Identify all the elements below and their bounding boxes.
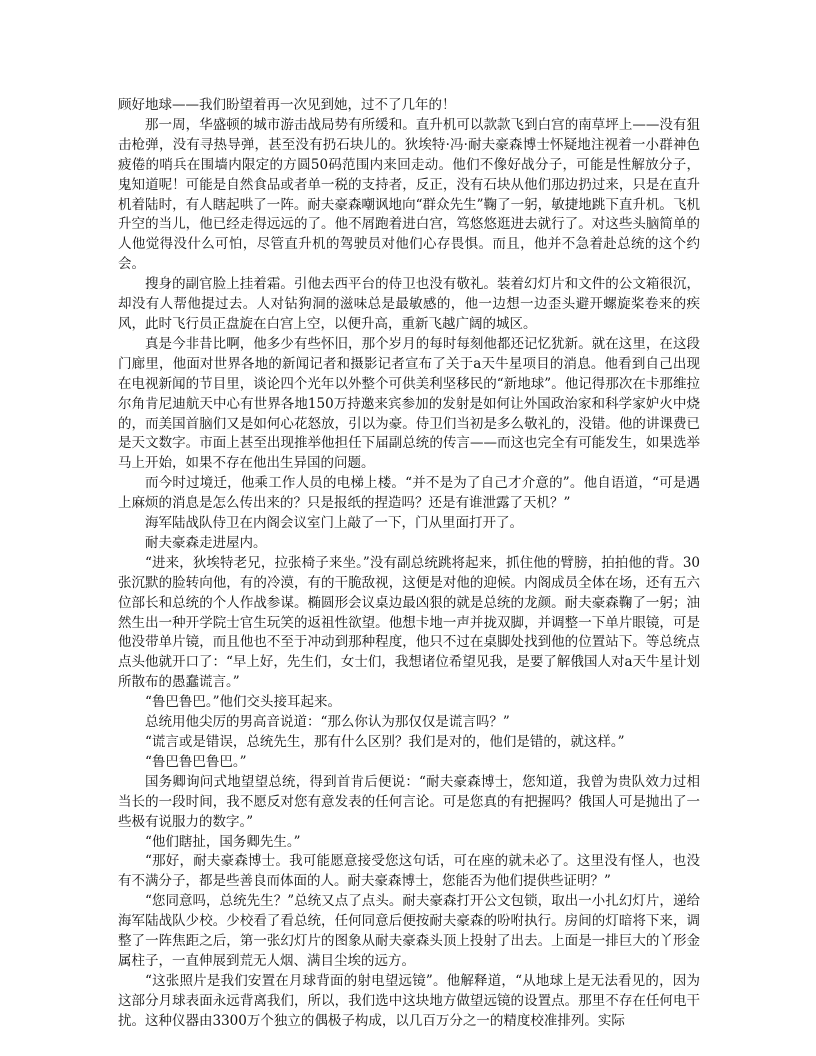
paragraph: 海军陆战队侍卫在内阁会议室门上敲了一下，门从里面打开了。: [145, 515, 523, 532]
paragraph: 顾好地球——我们盼望着再一次见到她，过不了几年的！: [118, 97, 456, 113]
paragraph: 耐夫豪森走进屋内。: [145, 534, 267, 551]
paragraph: 那一周，华盛顿的城市游击战局势有所缓和。直升机可以款款飞到白宫的南草坪上——没有狙击枪弹，没有寻热导弹，甚至没有扔石块儿的。狄埃特·冯·耐夫豪森博士怀疑地注视着一小群神色疲倦的哨兵在围墙内限定的方圆50码范围内来回走动。他们不像好战分子，可能是性解放分子，鬼知道呢！可能是自然食品或者单一税的支持者，反正，没有石块从他们那边扔过来，只是在直升机着陆时，有人瞎起哄了一阵。耐夫豪森嘲讽地向“群众先生”鞠了一躬，敏捷地跳下直升机。飞机升空的当儿，他已经走得远远的了。他不屑跑着进白宫，笃悠悠逛进去就行了。对这些头脑简单的人他觉得没什么可怕，尽管直升机的驾驶员对他们心存畏惧。而且，他并不急着赴总统的这个约会。: [118, 116, 700, 273]
paragraph: 搜身的副官脸上挂着霜。引他去西平台的侍卫也没有敬礼。装着幻灯片和文件的公文箱很沉，却没有人帮他提过去。人对钻狗洞的滋味总是最敏感的，他一边想一边歪头避开螺旋桨卷来的疾风，此时飞行员正盘旋在白宫上空，以便升高，重新飞越广阔的城区。: [118, 276, 700, 332]
paragraph: “他们瞎扯，国务卿先生。”: [145, 833, 301, 850]
paragraph: “这张照片是我们安置在月球背面的射电望远镜”。他解释道，“从地球上是无法看见的，因为这部分月球表面永远背离我们，所以，我们选中这块地方做望远镜的设置点。那里不存在任何电干扰。这种仪器由3300万个独立的偶极子构成，以几百万分之一的精度校准排列。实际: [118, 972, 700, 1029]
paragraph: 真是今非昔比啊，他多少有些怀旧，那个岁月的每时每刻他都还记忆犹新。就在这里，在这段门廊里，他面对世界各地的新闻记者和摄影记者宣布了关于a天牛星项目的消息。他看到自己出现在电视新闻的节目里，谈论四个光年以外整个可供美利坚移民的“新地球”。他记得那次在卡那维拉尔角肯尼迪航天中心有世界各地150万持邀来宾参加的发射是如何让外国政治家和科学家妒火中烧的，而美国首脑们又是如何心花怒放，引以为豪。侍卫们当初是多么敬礼的，没错。他的讲课费已是天文数字。市面上甚至出现推举他担任下届副总统的传言——而这也完全有可能发生，如果选举马上开始，如果不存在他出生异国的问题。: [118, 335, 700, 472]
document-page: [118, 96, 700, 1032]
paragraph: “鲁巴鲁巴。”他们交头接耳起来。: [145, 694, 342, 711]
paragraph: “进来，狄埃特老兄，拉张椅子来坐。”没有副总统跳将起来，抓住他的臂膀，拍拍他的背。30张沉默的脸转向他，有的冷漠，有的干脆敌视，这便是对他的迎候。内阁成员全体在场，还有五六位部长和总统的个人作战参谋。椭圆形会议桌边最凶狠的就是总统的龙颜。耐夫豪森鞠了一躬；油然生出一种开学院士官生玩笑的返祖性欲望。他想卡地一声并拢双脚，并调整一下单片眼镜，可是他没带单片镜，而且他也不至于冲动到那种程度，他只不过在桌脚处找到他的位置站下。等总统点点头他就开口了：“早上好，先生们，女士们，我想诸位希望见我，是要了解俄国人对a天牛星计划所散布的愚蠢谎言。”: [118, 554, 700, 691]
paragraph: “谎言或是错误，总统先生，那有什么区别？我们是对的，他们是错的，就这样。”: [145, 734, 625, 750]
paragraph: “那好，耐夫豪森博士。我可能愿意接受您这句话，可在座的就未必了。这里没有怪人，也没有不满分子，都是些善良而体面的人。耐夫豪森博士，您能否为他们提供些证明？”: [118, 853, 700, 890]
paragraph: 国务卿询问式地望望总统，得到首肯后便说：“耐夫豪森博士，您知道，我曾为贵队效力过相当长的一段时间，我不愿反对您有意发表的任何言论。可是您真的有把握吗？俄国人可是抛出了一些极有说服力的数字。”: [118, 773, 700, 830]
paragraph: “您同意吗，总统先生？”总统又点了点头。耐夫豪森打开公文包锁，取出一小扎幻灯片，递给海军陆战队少校。少校看了看总统，任何同意后便按耐夫豪森的吩咐执行。房间的灯暗将下来，调整了一阵焦距之后，第一张幻灯片的图象从耐夫豪森头顶上投射了出去。上面是一排巨大的丫形金属柱子，一直伸展到荒无人烟、满目尘埃的远方。: [118, 893, 700, 969]
paragraph: 而今时过境迁，他乘工作人员的电梯上楼。“并不是为了自己才介意的”。他自语道，“可是遇上麻烦的消息是怎么传出来的？只是报纸的捏造吗？还是有谁泄露了天机？”: [118, 475, 700, 512]
paragraph: “鲁巴鲁巴鲁巴。”: [145, 753, 247, 770]
paragraph: 总统用他尖厉的男高音说道：“那么你认为那仅仅是谎言吗？”: [145, 714, 510, 731]
